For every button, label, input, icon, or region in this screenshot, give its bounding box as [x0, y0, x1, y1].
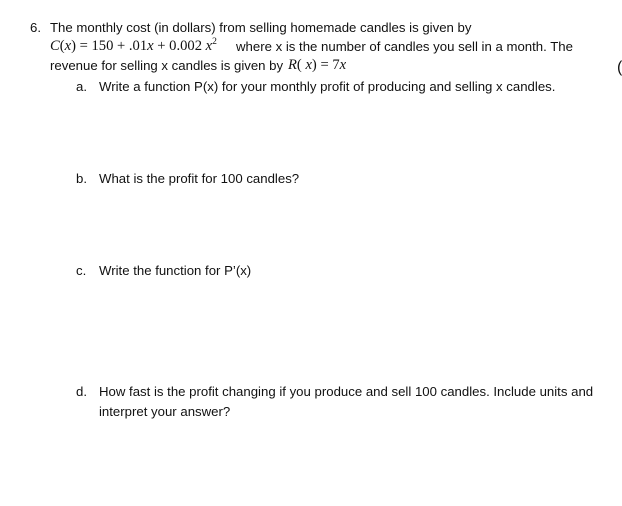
part-b-text: What is the profit for 100 candles? [99, 171, 300, 186]
part-b-letter: b. [76, 171, 87, 186]
question-intro-line3: revenue for selling x candles is given by [50, 58, 284, 73]
cost-function-quadratic-coef: + 0.002 [153, 38, 203, 54]
cost-function-exponent: 2 [212, 36, 217, 47]
cost-function-x2: x [205, 38, 213, 54]
question-number: 6. [30, 20, 41, 35]
question-intro-line1: The monthly cost (in dollars) from selling homemade candles is given by [50, 20, 472, 35]
question-intro-line2: where x is the number of candles you sell in a month. The [236, 39, 573, 54]
part-c-letter: c. [76, 263, 87, 278]
part-a-text: Write a function P(x) for your monthly profit of producing and selling x candles. [99, 79, 556, 94]
part-d-text: How fast is the profit changing if you produce and sell 100 candles. Include units and [99, 384, 594, 399]
part-a-letter: a. [76, 79, 87, 94]
cost-function-constant: = 150 + .01 [79, 38, 148, 54]
cost-function-name: C [50, 38, 60, 54]
edge-paren-mark: ( [617, 59, 622, 76]
part-d-letter: d. [76, 384, 87, 399]
revenue-function-arg: x [305, 57, 312, 73]
cost-function: C(x) = 150 + .01x + 0.002 $x^2$ [50, 36, 217, 54]
cost-function-x1: x [147, 38, 154, 54]
revenue-function-x: x [339, 57, 347, 73]
part-d-text-line2: interpret your answer? [99, 404, 231, 419]
cost-function-arg: x [64, 38, 72, 54]
revenue-function: R( x) = 7x [288, 57, 347, 73]
revenue-function-coef: = 7 [320, 57, 340, 73]
revenue-function-name: R [288, 57, 297, 73]
part-c-text: Write the function for P’(x) [99, 263, 252, 278]
